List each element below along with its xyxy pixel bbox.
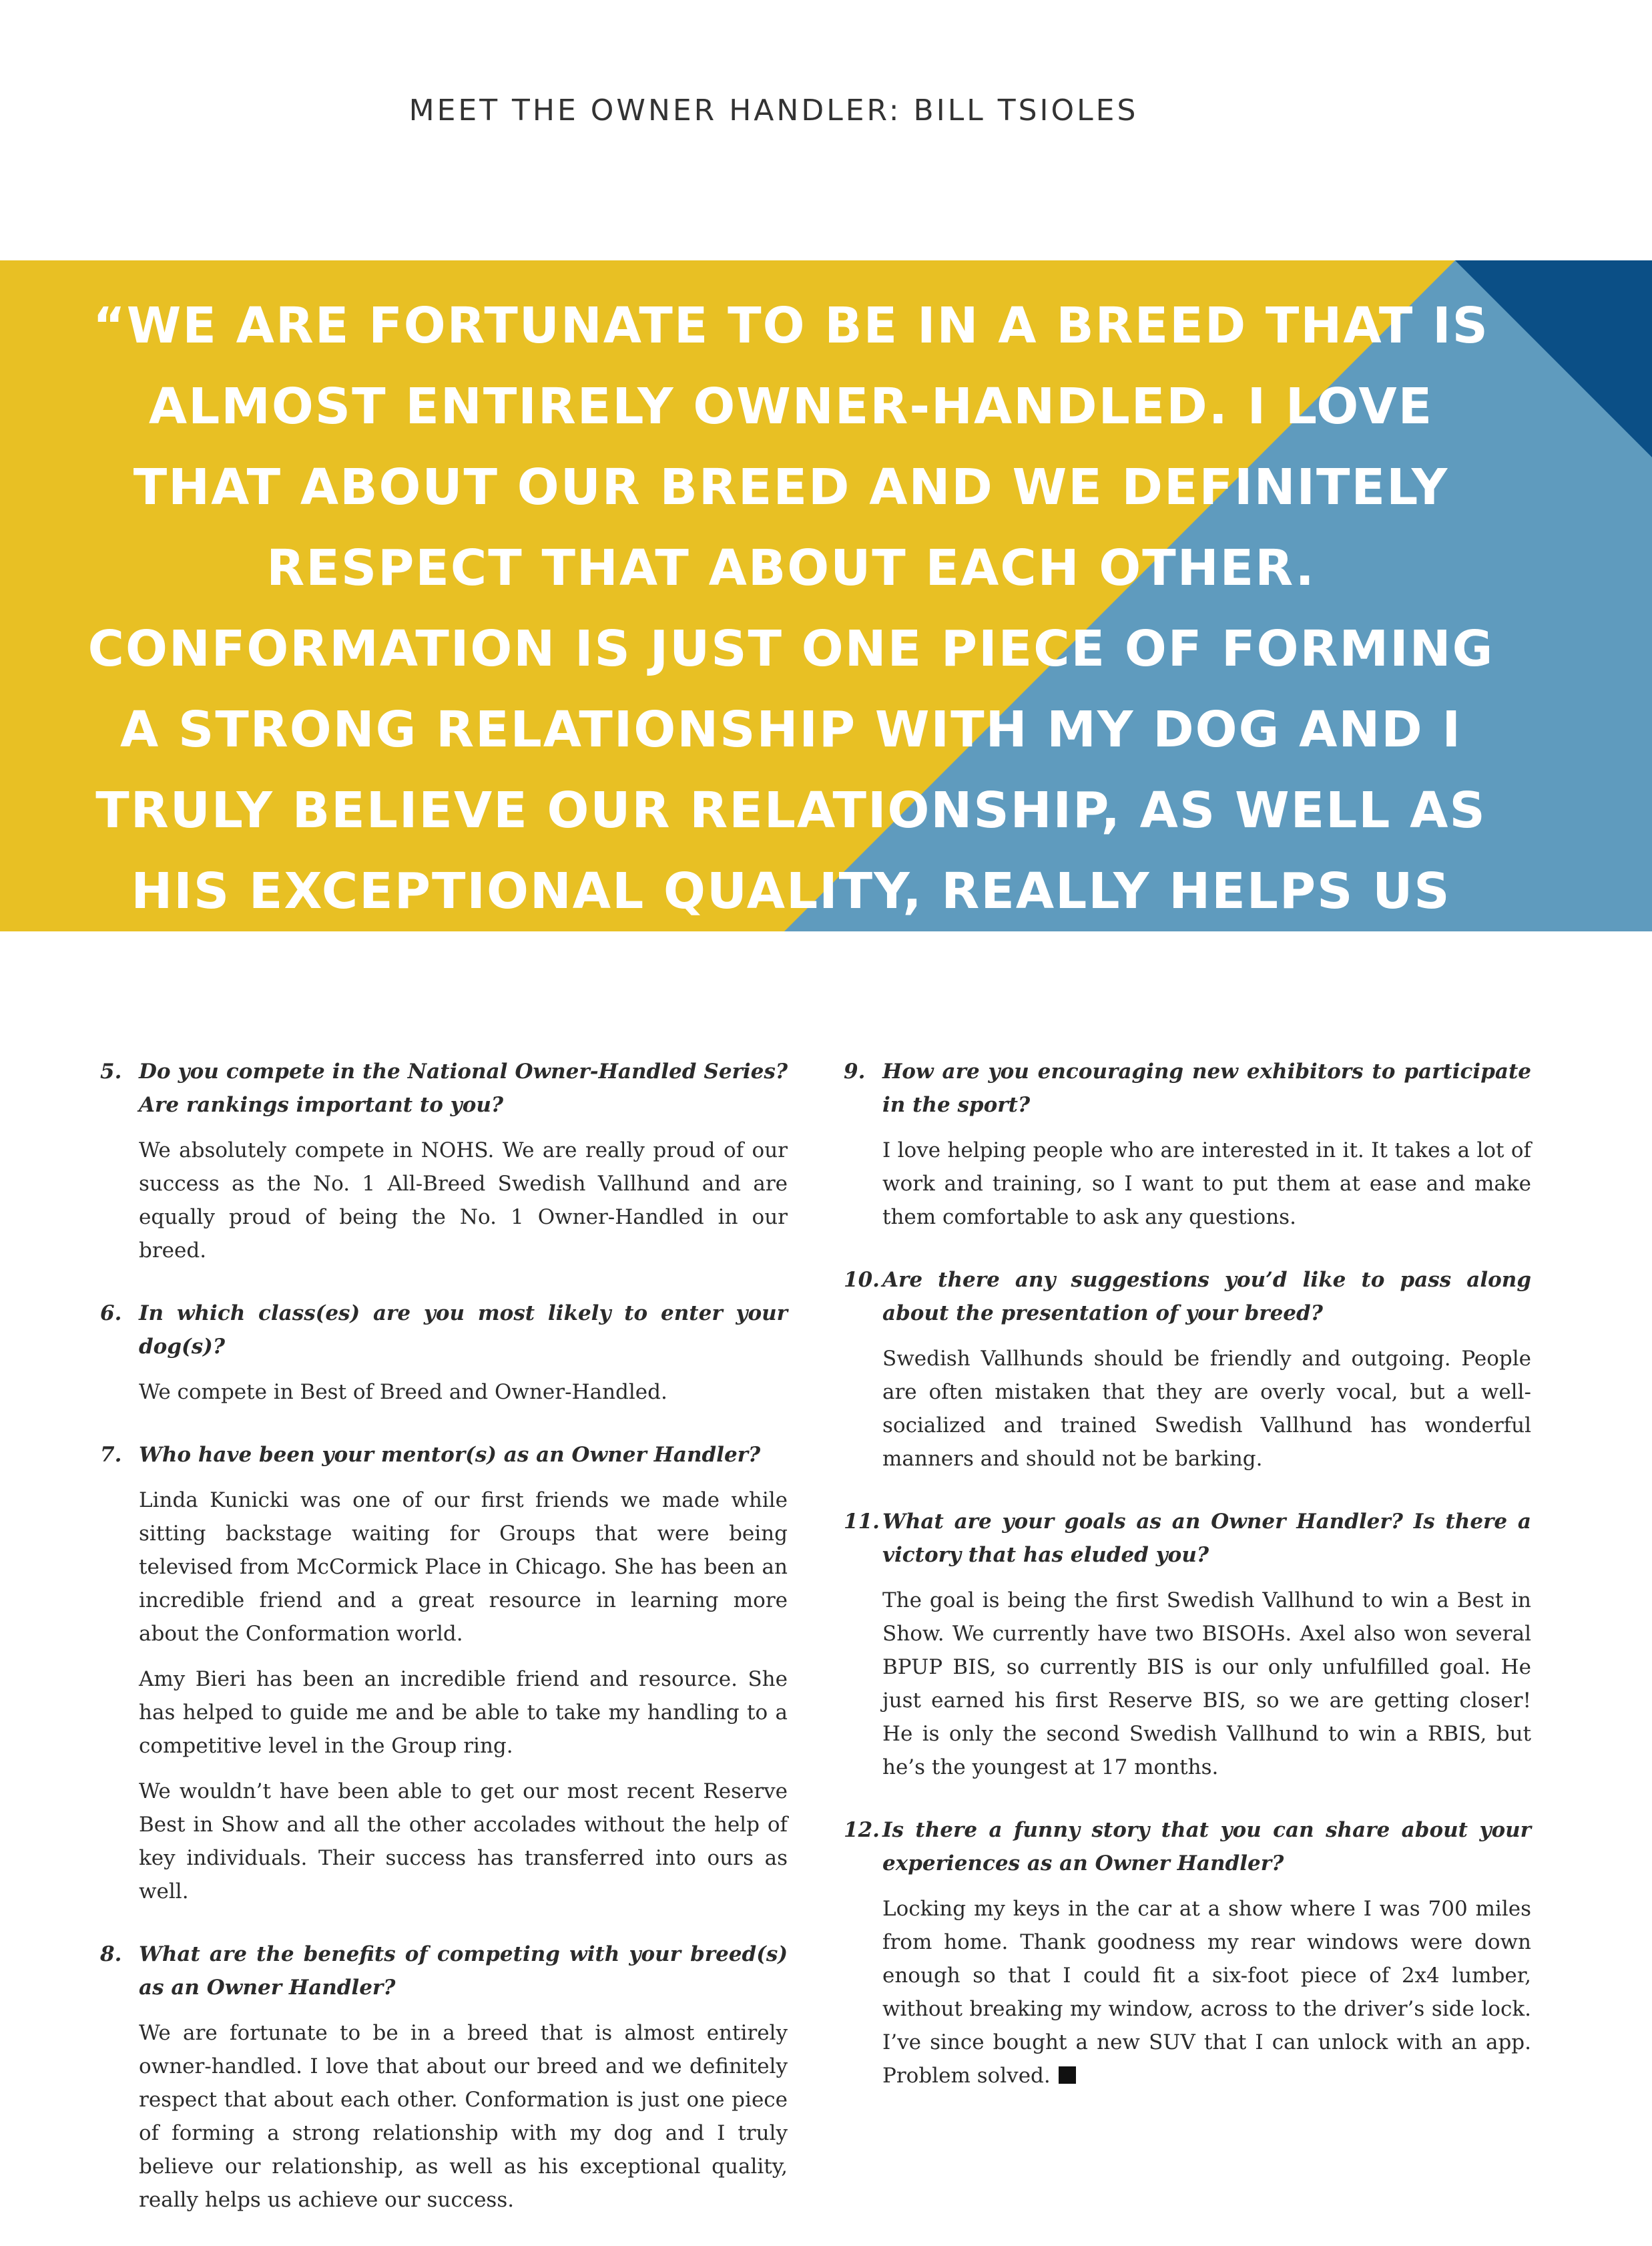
qa-item-12 xyxy=(844,1813,1531,2092)
answer-text: We absolutely compete in NOHS. We are really proud of our success as the No. 1 All-Breed Swedish Vallhund and are equally proud of being the No. 1 Owner-Handled in our breed. xyxy=(139,1138,788,1263)
question-text: Who have been your mentor(s) as an Owner Handler? xyxy=(139,1443,761,1467)
qa-item-6 xyxy=(100,1297,788,1409)
answer-text: We are fortunate to be in a breed that is almost entirely owner-handled. I love that about our breed and we definitely respect that about each other. Conformation is just one piece of forming a strong relationship with my dog and I truly believe our relationship, as well as his exceptional quality, really helps us achieve our success. xyxy=(139,2021,788,2212)
answer-text: Locking my keys in the car at a show where I was 700 miles from home. Thank goodness my rear windows were down enough so that I could fit a six-foot piece of 2x4 lumber, without breaking my window, across to the driver’s side lock. I’ve since bought a new SUV that I can unlock with an app. Problem solved. xyxy=(882,1897,1531,2088)
left-column xyxy=(100,1055,788,2246)
question-text: Are there any suggestions you’d like to pass along about the presentation of your breed? xyxy=(882,1268,1531,1325)
end-of-article-square-icon xyxy=(1059,2066,1076,2084)
question-number: 6. xyxy=(100,1301,122,1325)
qa-item-7 xyxy=(100,1438,788,1908)
question-text: Is there a funny story that you can share about your experiences as an Owner Handler? xyxy=(882,1818,1531,1875)
question-number: 7. xyxy=(100,1443,122,1467)
question-text: Do you compete in the National Owner-Handled Series? Are rankings important to you? xyxy=(139,1060,788,1117)
question-number: 11. xyxy=(844,1510,880,1534)
question-number: 8. xyxy=(100,1942,122,1966)
question-text: In which class(es) are you most likely to enter your dog(s)? xyxy=(139,1301,788,1359)
page-header: MEET THE OWNER HANDLER: BILL TSIOLES xyxy=(408,93,1139,128)
answer-text: We compete in Best of Breed and Owner-Handled. xyxy=(139,1380,667,1404)
answer-paragraph xyxy=(882,1892,1531,2092)
answer-text: Amy Bieri has been an incredible friend and resource. She has helped to guide me and be able to take my handling to a competitive level in the Group ring. xyxy=(139,1667,788,1758)
question-text: What are the benefits of competing with your breed(s) as an Owner Handler? xyxy=(139,1942,788,2000)
qa-item-8 xyxy=(100,1938,788,2217)
question-text: How are you encouraging new exhibitors to participate in the sport? xyxy=(882,1060,1531,1117)
answer-text: Linda Kunicki was one of our first friends we made while sitting backstage waiting for Groups that were being televised from McCormick Place in Chicago. She has been an incredible friend and a great resource in learning more about the Conformation world. xyxy=(139,1488,788,1646)
answer-text: We wouldn’t have been able to get our most recent Reserve Best in Show and all the other accolades without the help of key individuals. Their success has transferred into ours as well. xyxy=(139,1779,788,1903)
right-column xyxy=(844,1055,1531,2122)
question-text: What are your goals as an Owner Handler? Is there a victory that has eluded you? xyxy=(882,1510,1531,1567)
answer-text: Swedish Vallhunds should be friendly and outgoing. People are often mistaken that they are overly vocal, but a well-socialized and trained Swedish Vallhund has wonderful manners and should not be barking. xyxy=(882,1347,1531,1471)
question-number: 5. xyxy=(100,1060,122,1084)
qa-item-10 xyxy=(844,1263,1531,1476)
question-number: 10. xyxy=(844,1268,880,1292)
answer-text: The goal is being the first Swedish Vallhund to win a Best in Show. We currently have two BISOHs. Axel also won several BPUP BIS, so currently BIS is our only unfulfilled goal. He just earned his first Reserve BIS, so we are getting closer! He is only the second Swedish Vallhund to win a RBIS, but he’s the youngest at 17 months. xyxy=(882,1588,1531,1779)
question-number: 9. xyxy=(844,1060,866,1084)
question-number: 12. xyxy=(844,1818,880,1842)
qa-item-5 xyxy=(100,1055,788,1267)
pull-quote: “WE ARE FORTUNATE TO BE IN A BREED THAT IS ALMOST ENTIRELY OWNER-HANDLED. I LOVE THAT ABOUT OUR BREED AND WE DEFINITELY RESPECT THAT ABOUT EACH OTHER. CONFORMATION IS JUST ONE PIECE OF FORMING A STRONG RELATIONSHIP WITH MY DOG AND I TRULY BELIEVE OUR RELATIONSHIP, AS WELL AS HIS EXCEPTIONAL QUALITY, REALLY HELPS US ACHIEVE OUR SUCCESS.” xyxy=(87,297,1494,1001)
qa-item-11 xyxy=(844,1505,1531,1784)
answer-text: I love helping people who are interested in it. It takes a lot of work and training, so I want to put them at ease and make them comfortable to ask any questions. xyxy=(882,1138,1531,1229)
qa-item-9 xyxy=(844,1055,1531,1234)
